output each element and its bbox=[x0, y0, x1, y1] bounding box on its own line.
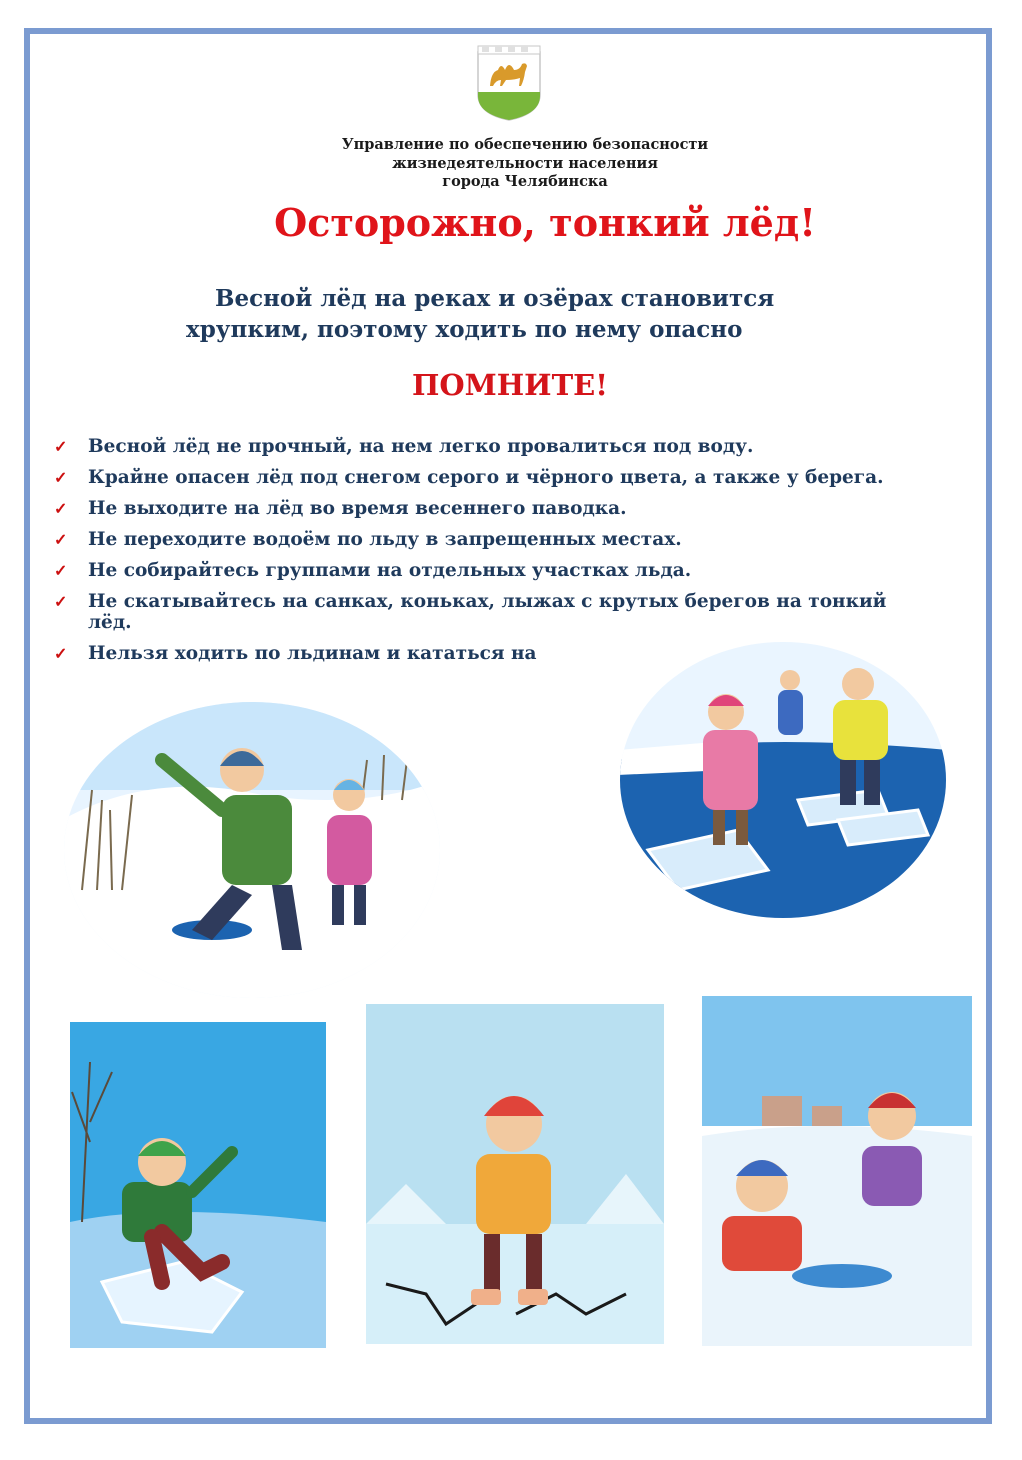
rule-text: Нельзя ходить по льдинам и кататься на bbox=[88, 643, 537, 664]
child-falling-on-ice-floe-illustration bbox=[62, 1022, 326, 1348]
rule-text: Не скатывайтесь на санках, коньках, лыжах с крутых берегов на тонкий лёд. bbox=[88, 591, 887, 633]
checkmark-icon: ✓ bbox=[54, 468, 68, 487]
rules-list bbox=[54, 436, 954, 674]
rule-item bbox=[54, 591, 908, 633]
coat-of-arms-icon bbox=[474, 42, 544, 122]
rule-item bbox=[54, 529, 954, 550]
checkmark-icon: ✓ bbox=[54, 561, 68, 580]
org-line-2: жизнедеятельности населения bbox=[392, 154, 658, 172]
poster-title: Осторожно, тонкий лёд! bbox=[274, 200, 816, 245]
intro-line-2: хрупким, поэтому ходить по нему опасно bbox=[186, 316, 743, 343]
rule-item bbox=[54, 467, 954, 488]
checkmark-icon: ✓ bbox=[54, 499, 68, 518]
org-line-3: города Челябинска bbox=[442, 173, 608, 190]
boy-stepping-through-ice-illustration bbox=[62, 700, 442, 1000]
org-line-1: Управление по обеспечению безопасности bbox=[341, 136, 709, 153]
rule-text: Весной лёд не прочный, на нем легко провалиться под воду. bbox=[88, 436, 754, 457]
child-skating-on-cracked-ice-illustration bbox=[366, 1004, 664, 1344]
checkmark-icon: ✓ bbox=[54, 437, 68, 456]
children-falling-through-ice-hockey-illustration bbox=[702, 996, 972, 1346]
rule-text: Не переходите водоём по льду в запрещенных местах. bbox=[88, 529, 682, 550]
rule-text: Не собирайтесь группами на отдельных участках льда. bbox=[88, 560, 692, 581]
organization-name bbox=[300, 136, 750, 192]
rule-text: Не выходите на лёд во время весеннего паводка. bbox=[88, 498, 627, 519]
rule-item bbox=[54, 498, 954, 519]
checkmark-icon: ✓ bbox=[54, 592, 68, 611]
rule-item bbox=[54, 560, 954, 581]
checkmark-icon: ✓ bbox=[54, 644, 68, 663]
rule-text: Крайне опасен лёд под снегом серого и чёрного цвета, а также у берега. bbox=[88, 467, 884, 488]
intro-text bbox=[160, 283, 900, 345]
remember-heading: ПОМНИТЕ! bbox=[412, 368, 608, 402]
checkmark-icon: ✓ bbox=[54, 530, 68, 549]
intro-line-1: Весной лёд на реках и озёрах становится bbox=[215, 285, 775, 312]
children-on-ice-floes-illustration bbox=[618, 640, 948, 920]
rule-item bbox=[54, 436, 954, 457]
